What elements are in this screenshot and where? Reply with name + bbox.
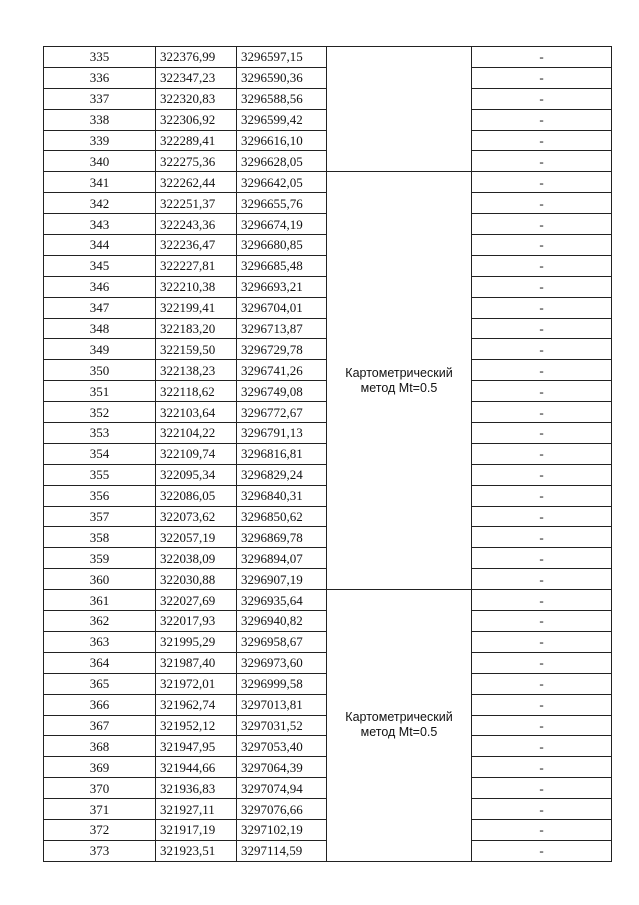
x-coordinate-cell: 322017,93: [156, 611, 237, 632]
accuracy-cell: -: [472, 736, 612, 757]
accuracy-cell: -: [472, 527, 612, 548]
table-row: [44, 172, 612, 193]
method-cell: Картометрический метод Mt=0.5: [327, 590, 472, 862]
y-coordinate-cell: 3296628,05: [237, 151, 327, 172]
point-number-cell: 365: [44, 673, 156, 694]
point-number-cell: 350: [44, 360, 156, 381]
y-coordinate-cell: 3296791,13: [237, 423, 327, 444]
y-coordinate-cell: 3296816,81: [237, 443, 327, 464]
x-coordinate-cell: 321944,66: [156, 757, 237, 778]
accuracy-cell: -: [472, 757, 612, 778]
y-coordinate-cell: 3296597,15: [237, 47, 327, 68]
accuracy-cell: -: [472, 485, 612, 506]
y-coordinate-cell: 3296935,64: [237, 590, 327, 611]
y-coordinate-cell: 3297013,81: [237, 694, 327, 715]
x-coordinate-cell: 322159,50: [156, 339, 237, 360]
point-number-cell: 358: [44, 527, 156, 548]
point-number-cell: 371: [44, 799, 156, 820]
y-coordinate-cell: 3296680,85: [237, 235, 327, 256]
x-coordinate-cell: 322138,23: [156, 360, 237, 381]
point-number-cell: 370: [44, 778, 156, 799]
y-coordinate-cell: 3296829,24: [237, 464, 327, 485]
accuracy-cell: -: [472, 130, 612, 151]
x-coordinate-cell: 322275,36: [156, 151, 237, 172]
x-coordinate-cell: 322227,81: [156, 255, 237, 276]
accuracy-cell: -: [472, 694, 612, 715]
x-coordinate-cell: 322320,83: [156, 88, 237, 109]
accuracy-cell: -: [472, 297, 612, 318]
accuracy-cell: -: [472, 109, 612, 130]
x-coordinate-cell: 322103,64: [156, 402, 237, 423]
point-number-cell: 366: [44, 694, 156, 715]
table-row: [44, 47, 612, 68]
accuracy-cell: -: [472, 506, 612, 527]
y-coordinate-cell: 3296729,78: [237, 339, 327, 360]
y-coordinate-cell: 3297102,19: [237, 819, 327, 840]
x-coordinate-cell: 322057,19: [156, 527, 237, 548]
point-number-cell: 356: [44, 485, 156, 506]
point-number-cell: 367: [44, 715, 156, 736]
accuracy-cell: -: [472, 402, 612, 423]
point-number-cell: 345: [44, 255, 156, 276]
accuracy-cell: -: [472, 339, 612, 360]
point-number-cell: 352: [44, 402, 156, 423]
y-coordinate-cell: 3296616,10: [237, 130, 327, 151]
y-coordinate-cell: 3296772,67: [237, 402, 327, 423]
x-coordinate-cell: 321947,95: [156, 736, 237, 757]
x-coordinate-cell: 322104,22: [156, 423, 237, 444]
point-number-cell: 343: [44, 214, 156, 235]
y-coordinate-cell: 3296999,58: [237, 673, 327, 694]
x-coordinate-cell: 322236,47: [156, 235, 237, 256]
x-coordinate-cell: 322095,34: [156, 464, 237, 485]
y-coordinate-cell: 3296741,26: [237, 360, 327, 381]
point-number-cell: 364: [44, 652, 156, 673]
x-coordinate-cell: 321987,40: [156, 652, 237, 673]
accuracy-cell: -: [472, 715, 612, 736]
x-coordinate-cell: 321927,11: [156, 799, 237, 820]
accuracy-cell: -: [472, 318, 612, 339]
point-number-cell: 341: [44, 172, 156, 193]
point-number-cell: 369: [44, 757, 156, 778]
coordinates-table: [43, 46, 612, 862]
y-coordinate-cell: 3296907,19: [237, 569, 327, 590]
x-coordinate-cell: 322251,37: [156, 193, 237, 214]
accuracy-cell: -: [472, 799, 612, 820]
y-coordinate-cell: 3296590,36: [237, 67, 327, 88]
point-number-cell: 353: [44, 423, 156, 444]
x-coordinate-cell: 321936,83: [156, 778, 237, 799]
y-coordinate-cell: 3296894,07: [237, 548, 327, 569]
point-number-cell: 351: [44, 381, 156, 402]
accuracy-cell: -: [472, 590, 612, 611]
y-coordinate-cell: 3296958,67: [237, 631, 327, 652]
accuracy-cell: -: [472, 214, 612, 235]
x-coordinate-cell: 322289,41: [156, 130, 237, 151]
x-coordinate-cell: 321923,51: [156, 840, 237, 861]
point-number-cell: 338: [44, 109, 156, 130]
accuracy-cell: -: [472, 778, 612, 799]
x-coordinate-cell: 322243,36: [156, 214, 237, 235]
x-coordinate-cell: 322073,62: [156, 506, 237, 527]
x-coordinate-cell: 322038,09: [156, 548, 237, 569]
x-coordinate-cell: 322027,69: [156, 590, 237, 611]
accuracy-cell: -: [472, 464, 612, 485]
x-coordinate-cell: 321917,19: [156, 819, 237, 840]
point-number-cell: 344: [44, 235, 156, 256]
table-row: [44, 590, 612, 611]
y-coordinate-cell: 3297031,52: [237, 715, 327, 736]
point-number-cell: 354: [44, 443, 156, 464]
y-coordinate-cell: 3297076,66: [237, 799, 327, 820]
point-number-cell: 360: [44, 569, 156, 590]
y-coordinate-cell: 3297053,40: [237, 736, 327, 757]
point-number-cell: 363: [44, 631, 156, 652]
x-coordinate-cell: 322347,23: [156, 67, 237, 88]
accuracy-cell: -: [472, 569, 612, 590]
point-number-cell: 357: [44, 506, 156, 527]
y-coordinate-cell: 3296850,62: [237, 506, 327, 527]
accuracy-cell: -: [472, 47, 612, 68]
accuracy-cell: -: [472, 172, 612, 193]
y-coordinate-cell: 3296599,42: [237, 109, 327, 130]
point-number-cell: 347: [44, 297, 156, 318]
point-number-cell: 355: [44, 464, 156, 485]
accuracy-cell: -: [472, 276, 612, 297]
method-cell: [327, 47, 472, 172]
y-coordinate-cell: 3296973,60: [237, 652, 327, 673]
x-coordinate-cell: 322376,99: [156, 47, 237, 68]
x-coordinate-cell: 322086,05: [156, 485, 237, 506]
x-coordinate-cell: 321962,74: [156, 694, 237, 715]
y-coordinate-cell: 3297064,39: [237, 757, 327, 778]
point-number-cell: 337: [44, 88, 156, 109]
point-number-cell: 336: [44, 67, 156, 88]
accuracy-cell: -: [472, 652, 612, 673]
y-coordinate-cell: 3296704,01: [237, 297, 327, 318]
accuracy-cell: -: [472, 151, 612, 172]
accuracy-cell: -: [472, 840, 612, 861]
x-coordinate-cell: 322109,74: [156, 443, 237, 464]
y-coordinate-cell: 3296693,21: [237, 276, 327, 297]
accuracy-cell: -: [472, 88, 612, 109]
point-number-cell: 361: [44, 590, 156, 611]
y-coordinate-cell: 3296713,87: [237, 318, 327, 339]
y-coordinate-cell: 3297114,59: [237, 840, 327, 861]
y-coordinate-cell: 3296685,48: [237, 255, 327, 276]
point-number-cell: 362: [44, 611, 156, 632]
y-coordinate-cell: 3296674,19: [237, 214, 327, 235]
accuracy-cell: -: [472, 673, 612, 694]
point-number-cell: 346: [44, 276, 156, 297]
x-coordinate-cell: 322199,41: [156, 297, 237, 318]
y-coordinate-cell: 3296655,76: [237, 193, 327, 214]
point-number-cell: 348: [44, 318, 156, 339]
x-coordinate-cell: 321995,29: [156, 631, 237, 652]
x-coordinate-cell: 321952,12: [156, 715, 237, 736]
point-number-cell: 340: [44, 151, 156, 172]
x-coordinate-cell: 322262,44: [156, 172, 237, 193]
accuracy-cell: -: [472, 255, 612, 276]
accuracy-cell: -: [472, 443, 612, 464]
accuracy-cell: -: [472, 611, 612, 632]
y-coordinate-cell: 3296588,56: [237, 88, 327, 109]
accuracy-cell: -: [472, 67, 612, 88]
coordinates-table-body: [44, 47, 612, 862]
point-number-cell: 342: [44, 193, 156, 214]
accuracy-cell: -: [472, 193, 612, 214]
accuracy-cell: -: [472, 631, 612, 652]
x-coordinate-cell: 321972,01: [156, 673, 237, 694]
point-number-cell: 339: [44, 130, 156, 151]
accuracy-cell: -: [472, 819, 612, 840]
x-coordinate-cell: 322183,20: [156, 318, 237, 339]
accuracy-cell: -: [472, 381, 612, 402]
y-coordinate-cell: 3297074,94: [237, 778, 327, 799]
accuracy-cell: -: [472, 235, 612, 256]
y-coordinate-cell: 3296642,05: [237, 172, 327, 193]
x-coordinate-cell: 322210,38: [156, 276, 237, 297]
y-coordinate-cell: 3296940,82: [237, 611, 327, 632]
y-coordinate-cell: 3296840,31: [237, 485, 327, 506]
accuracy-cell: -: [472, 548, 612, 569]
accuracy-cell: -: [472, 423, 612, 444]
point-number-cell: 372: [44, 819, 156, 840]
y-coordinate-cell: 3296869,78: [237, 527, 327, 548]
x-coordinate-cell: 322306,92: [156, 109, 237, 130]
y-coordinate-cell: 3296749,08: [237, 381, 327, 402]
x-coordinate-cell: 322030,88: [156, 569, 237, 590]
point-number-cell: 373: [44, 840, 156, 861]
point-number-cell: 349: [44, 339, 156, 360]
method-cell: Картометрический метод Mt=0.5: [327, 172, 472, 590]
point-number-cell: 335: [44, 47, 156, 68]
x-coordinate-cell: 322118,62: [156, 381, 237, 402]
accuracy-cell: -: [472, 360, 612, 381]
point-number-cell: 359: [44, 548, 156, 569]
point-number-cell: 368: [44, 736, 156, 757]
